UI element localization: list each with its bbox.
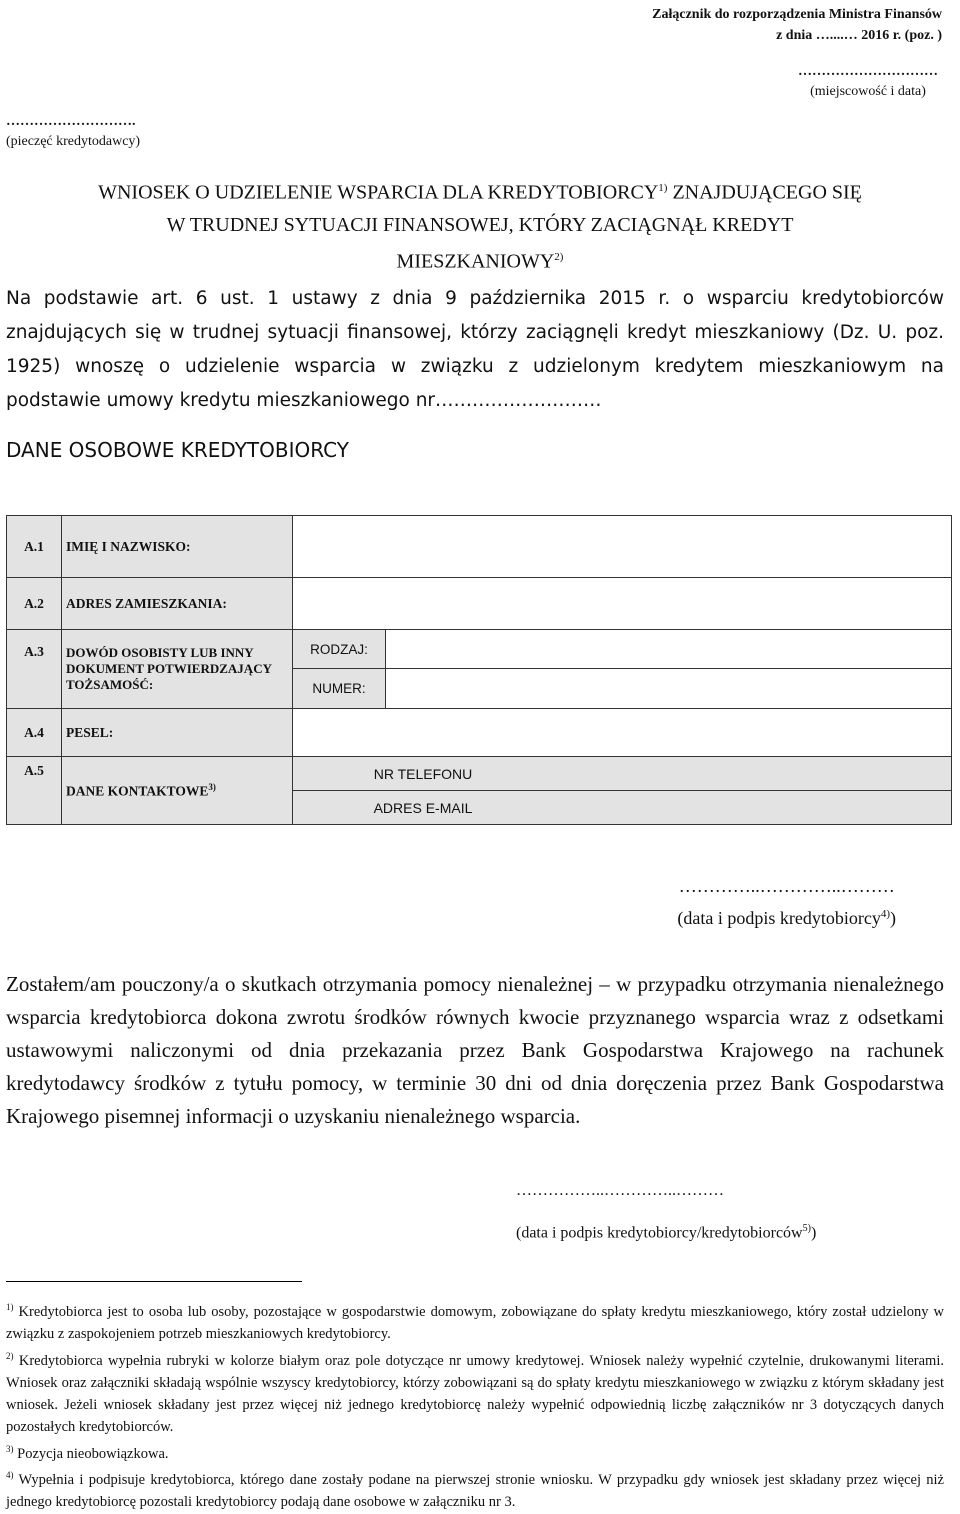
- borrower-signature-dots: …………..…………..………: [678, 876, 895, 896]
- row-a4-label: PESEL:: [62, 709, 293, 757]
- place-date-label: (miejscowość i data): [810, 84, 926, 99]
- row-a2: [7, 578, 952, 630]
- lender-stamp-block: [6, 112, 140, 152]
- row-a3-label: DOWÓD OSOBISTY LUB INNY DOKUMENT POTWIERDZAJĄCY TOŻSAMOŚĆ:: [62, 630, 293, 709]
- document-title: [0, 172, 960, 277]
- email-label: ADRES E-MAIL: [373, 799, 473, 816]
- borrowers-signature-label: (data i podpis kredytobiorcy/kredytobiorców: [516, 1224, 803, 1242]
- footnote-4: [6, 1464, 944, 1513]
- section-title: DANE OSOBOWE KREDYTOBIORCY: [6, 438, 349, 462]
- row-a1-number: A.1: [7, 516, 62, 578]
- footnote-1: [6, 1296, 944, 1345]
- annex-header: [652, 4, 942, 46]
- intro-paragraph: Na podstawie art. 6 ust. 1 ustawy z dnia 9 października 2015 r. o wsparciu kredytobiorców znajdujących się w trudnej sytuacji finansowej, którzy zaciągnęli kredyt mieszkaniowy (Dz. U. poz. 1925) wnoszę o udzielenie wsparcia w związku z udzielonym kredytem mieszkaniowym na podstawie umowy kredytu mieszkaniowego nr………………………: [6, 288, 944, 411]
- lender-stamp-label: (pieczęć kredytodawcy): [6, 134, 141, 149]
- borrowers-signature-close: ): [810, 1224, 817, 1242]
- full-name-field[interactable]: [293, 516, 952, 578]
- row-a3-kind: [7, 630, 952, 669]
- footnote-1-text: Kredytobiorca jest to osoba lub osoby, pozostające w gospodarstwie domowym, zobowiązane do spłaty kredytu mieszkaniowego, który został udzielony w związku z zaspokojeniem potrzeb mieszkaniowych kredytobiorcy.: [6, 1303, 944, 1342]
- footnote-3-text: Pozycja nieobowiązkowa.: [13, 1445, 169, 1462]
- address-field[interactable]: [293, 578, 952, 630]
- annex-line-2: z dnia …....… 2016 r. (poz. ): [776, 28, 942, 43]
- place-date-block: [798, 62, 938, 102]
- row-a2-number: A.2: [7, 578, 62, 630]
- title-line-3: MIESZKANIOWY: [396, 250, 555, 273]
- title-footnote-1: 1): [658, 182, 668, 194]
- contact-data-label: DANE KONTAKTOWE: [66, 783, 209, 799]
- title-line-2: W TRUDNEJ SYTUACJI FINANSOWEJ, KTÓRY ZACIĄGNĄŁ KREDYT: [166, 213, 794, 236]
- annex-line-1: Załącznik do rozporządzenia Ministra Finansów: [652, 7, 942, 22]
- pesel-field[interactable]: [293, 709, 952, 757]
- footnote-4-text: Wypełnia i podpisuje kredytobiorca, którego dane zostały podane na pierwszej stronie wniosku. W przypadku gdy wniosek jest składany przez więcej niż jednego kredytobiorcę pozostali kredytobiorcy podają dane osobowe w załączniku nr 3.: [6, 1472, 944, 1511]
- footnote-3-mark: 3): [6, 1443, 14, 1454]
- document-number-field[interactable]: [386, 669, 952, 709]
- notice-paragraph: Zostałem/am pouczony/a o skutkach otrzymania pomocy nienależnej – w przypadku otrzymania nienależnego wsparcia kredytobiorca dokona zwrotu środków równych kwocie przyznanego wsparcia wraz z odsetkami ustawowymi naliczonymi od dnia przekazania przez Bank Gospodarstwa Krajowego na rachunek kredytodawcy środków z tytułu pomocy, w terminie 30 dni od dnia doręczenia przez Bank Gospodarstwa Krajowego pisemnej informacji o uzyskaniu nienależnego wsparcia.: [6, 972, 944, 1128]
- borrower-signature-block: [677, 872, 896, 932]
- footnotes: [6, 1296, 944, 1513]
- title-line-1b: ZNAJDUJĄCEGO SIĘ: [667, 181, 862, 204]
- borrower-signature-label: (data i podpis kredytobiorcy: [677, 908, 881, 928]
- document-kind-label: RODZAJ:: [293, 630, 386, 669]
- borrower-signature-close: ): [890, 908, 896, 928]
- row-a1-label: IMIĘ I NAZWISKO:: [62, 516, 293, 578]
- row-a3-number: A.3: [7, 630, 62, 709]
- document-kind-field[interactable]: [386, 630, 952, 669]
- row-a2-label: ADRES ZAMIESZKANIA:: [62, 578, 293, 630]
- row-a4: [7, 709, 952, 757]
- place-date-dots: …………………………: [798, 64, 938, 79]
- row-a1: [7, 516, 952, 578]
- borrowers-signature-block: [516, 1180, 816, 1244]
- borrowers-signature-footnote: 5): [802, 1223, 811, 1234]
- borrower-signature-footnote: 4): [880, 908, 890, 920]
- row-a4-number: A.4: [7, 709, 62, 757]
- borrower-data-table: [6, 515, 952, 825]
- footnote-separator: [6, 1281, 302, 1282]
- row-a5-label: [62, 757, 293, 825]
- footnote-2-mark: 2): [6, 1350, 14, 1361]
- phone-label: NR TELEFONU: [373, 765, 473, 782]
- footnote-3: [6, 1438, 944, 1465]
- footnote-2-text: Kredytobiorca wypełnia rubryki w kolorze białym oraz pole dotyczące nr umowy kredytowej. Wniosek należy wypełnić czytelnie, drukowanymi literami. Wniosek oraz załączniki składają wspólnie wszyscy kredytobiorcy, którzy zobowiązani są do spłaty kredytu mieszkaniowego w związku z którym składany jest wniosek. Jeżeli wniosek składany jest przez więcej niż jednego kredytobiorcę należy wypełnić odpowiednią liczbę załączników nr 3 dotyczących danych pozostałych kredytobiorców.: [6, 1352, 944, 1435]
- document-number-label: NUMER:: [293, 669, 386, 709]
- borrowers-signature-dots: ……………..…………..………: [516, 1182, 724, 1199]
- lender-stamp-dots: ……………………….: [6, 114, 136, 129]
- row-a5-number: A.5: [7, 757, 62, 825]
- footnote-1-mark: 1): [6, 1302, 14, 1312]
- contact-footnote: 3): [208, 781, 216, 792]
- footnote-2: [6, 1345, 944, 1438]
- title-line-1a: WNIOSEK O UDZIELENIE WSPARCIA DLA KREDYTOBIORCY: [98, 181, 659, 204]
- row-a5-phone: [7, 757, 952, 791]
- email-cell[interactable]: [293, 791, 952, 825]
- title-footnote-2: 2): [554, 250, 564, 263]
- phone-cell[interactable]: [293, 757, 952, 791]
- footnote-4-mark: 4): [6, 1470, 14, 1481]
